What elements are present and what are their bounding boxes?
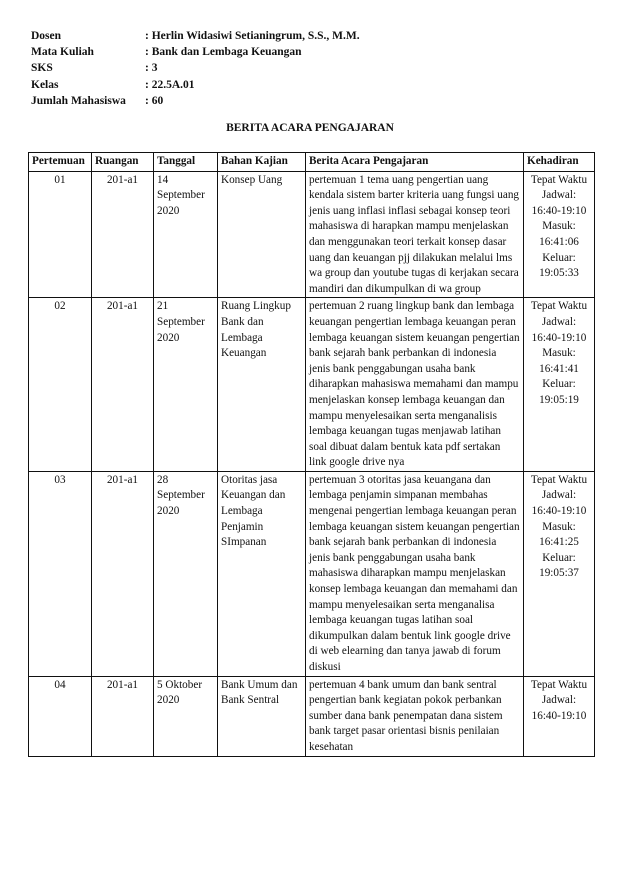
info-row-dosen bbox=[31, 28, 360, 44]
cell-tanggal: 28 September 2020 bbox=[154, 471, 218, 676]
cell-pertemuan: 03 bbox=[29, 471, 92, 676]
cell-pertemuan: 04 bbox=[29, 676, 92, 756]
cell-pertemuan: 01 bbox=[29, 171, 92, 298]
cell-tanggal: 21 September 2020 bbox=[154, 298, 218, 472]
table-header-row bbox=[29, 153, 595, 172]
column-header-tanggal: Tanggal bbox=[154, 153, 218, 172]
course-info bbox=[31, 28, 360, 109]
info-label: SKS bbox=[31, 62, 53, 75]
cell-tanggal: 14 September 2020 bbox=[154, 171, 218, 298]
cell-ruangan: 201-a1 bbox=[92, 298, 154, 472]
info-label: Kelas bbox=[31, 78, 59, 91]
info-value: : Bank dan Lembaga Keuangan bbox=[145, 46, 302, 59]
cell-berita-acara: pertemuan 3 otoritas jasa keuangana dan lembaga penjamin simpanan membahas mengenai pengertian lembaga keuangan peran lembaga keuangan sistem keuangan pengertian bank sejarah bank perbankan di indonesia jenis bank penggabungan usaha bank mahasiswa diharapkan mampu menjelaskan konsep lembaga keuangan dan memahami dan mampu menyelesaikan serta menganalisa lembaga keuangan tugas latihan soal dikumpulkan dalam bentuk link google drive di web elearning dan tanya jawab di forum diskusi bbox=[306, 471, 524, 676]
column-header-bahan-kajian: Bahan Kajian bbox=[218, 153, 306, 172]
cell-ruangan: 201-a1 bbox=[92, 171, 154, 298]
info-label: Dosen bbox=[31, 30, 62, 42]
cell-kehadiran: Tepat Waktu Jadwal: 16:40-19:10 Masuk: 16:41:06 Keluar: 19:05:33 bbox=[524, 171, 595, 298]
cell-bahan-kajian: Konsep Uang bbox=[218, 171, 306, 298]
teaching-record-table bbox=[28, 152, 595, 757]
cell-kehadiran: Tepat Waktu Jadwal: 16:40-19:10 bbox=[524, 676, 595, 756]
info-row-mata-kuliah bbox=[31, 44, 360, 60]
cell-bahan-kajian: Ruang Lingkup Bank dan Lembaga Keuangan bbox=[218, 298, 306, 472]
column-header-pertemuan: Pertemuan bbox=[29, 153, 92, 172]
document-title: BERITA ACARA PENGAJARAN bbox=[226, 122, 394, 134]
table-row bbox=[29, 676, 595, 756]
info-value: : 60 bbox=[145, 94, 164, 107]
cell-tanggal: 5 Oktober 2020 bbox=[154, 676, 218, 756]
column-header-ruangan: Ruangan bbox=[92, 153, 154, 172]
info-value: : 22.5A.01 bbox=[145, 78, 195, 91]
cell-kehadiran: Tepat Waktu Jadwal: 16:40-19:10 Masuk: 16:41:41 Keluar: 19:05:19 bbox=[524, 298, 595, 472]
cell-kehadiran: Tepat Waktu Jadwal: 16:40-19:10 Masuk: 16:41:25 Keluar: 19:05:37 bbox=[524, 471, 595, 676]
cell-berita-acara: pertemuan 2 ruang lingkup bank dan lembaga keuangan pengertian lembaga keuangan peran lembaga keuangan sistem keuangan pengertian bank sejarah bank perbankan di indonesia jenis bank penggabungan usaha bank diharapkan mahasiswa memahami dan mampu menjelaskan konsep lembaga keuangan dan mampu menyelesaikan serta menganalisis lembaga keuangan tugas menjawab latihan soal dibuat dalam bentuk kata pdf sertakan link google drive nya bbox=[306, 298, 524, 472]
cell-ruangan: 201-a1 bbox=[92, 676, 154, 756]
cell-berita-acara: pertemuan 1 tema uang pengertian uang kendala sistem barter kriteria uang fungsi uang jenis uang inflasi inflasi sebagai konsep teori mahasiswa di harapkan mampu menjelaskan dan menggunakan teori terkait konsep dasar uang dan keuangan pjj dilakukan melalui lms wa group dan youtube tugas di kerjakan secara mandiri dan dikumpulkan di wa group bbox=[306, 171, 524, 298]
cell-berita-acara: pertemuan 4 bank umum dan bank sentral pengertian bank kegiatan pokok perbankan sumber dana bank penempatan dana sistem bank target pasar orientasi bisnis penilaian kesehatan bbox=[306, 676, 524, 756]
info-label: Jumlah Mahasiswa bbox=[31, 94, 126, 107]
column-header-berita-acara: Berita Acara Pengajaran bbox=[306, 153, 524, 172]
table-row bbox=[29, 298, 595, 472]
column-header-kehadiran: Kehadiran bbox=[524, 153, 595, 172]
info-label: Mata Kuliah bbox=[31, 46, 94, 59]
table-row bbox=[29, 471, 595, 676]
info-value: : 3 bbox=[145, 62, 158, 75]
info-row-kelas bbox=[31, 77, 360, 93]
info-value: : Herlin Widasiwi Setianingrum, S.S., M.M. bbox=[145, 30, 360, 42]
cell-bahan-kajian: Otoritas jasa Keuangan dan Lembaga Penjamin SImpanan bbox=[218, 471, 306, 676]
cell-ruangan: 201-a1 bbox=[92, 471, 154, 676]
cell-bahan-kajian: Bank Umum dan Bank Sentral bbox=[218, 676, 306, 756]
info-row-sks bbox=[31, 60, 360, 76]
cell-pertemuan: 02 bbox=[29, 298, 92, 472]
info-row-jumlah-mahasiswa bbox=[31, 93, 360, 109]
table-row bbox=[29, 171, 595, 298]
